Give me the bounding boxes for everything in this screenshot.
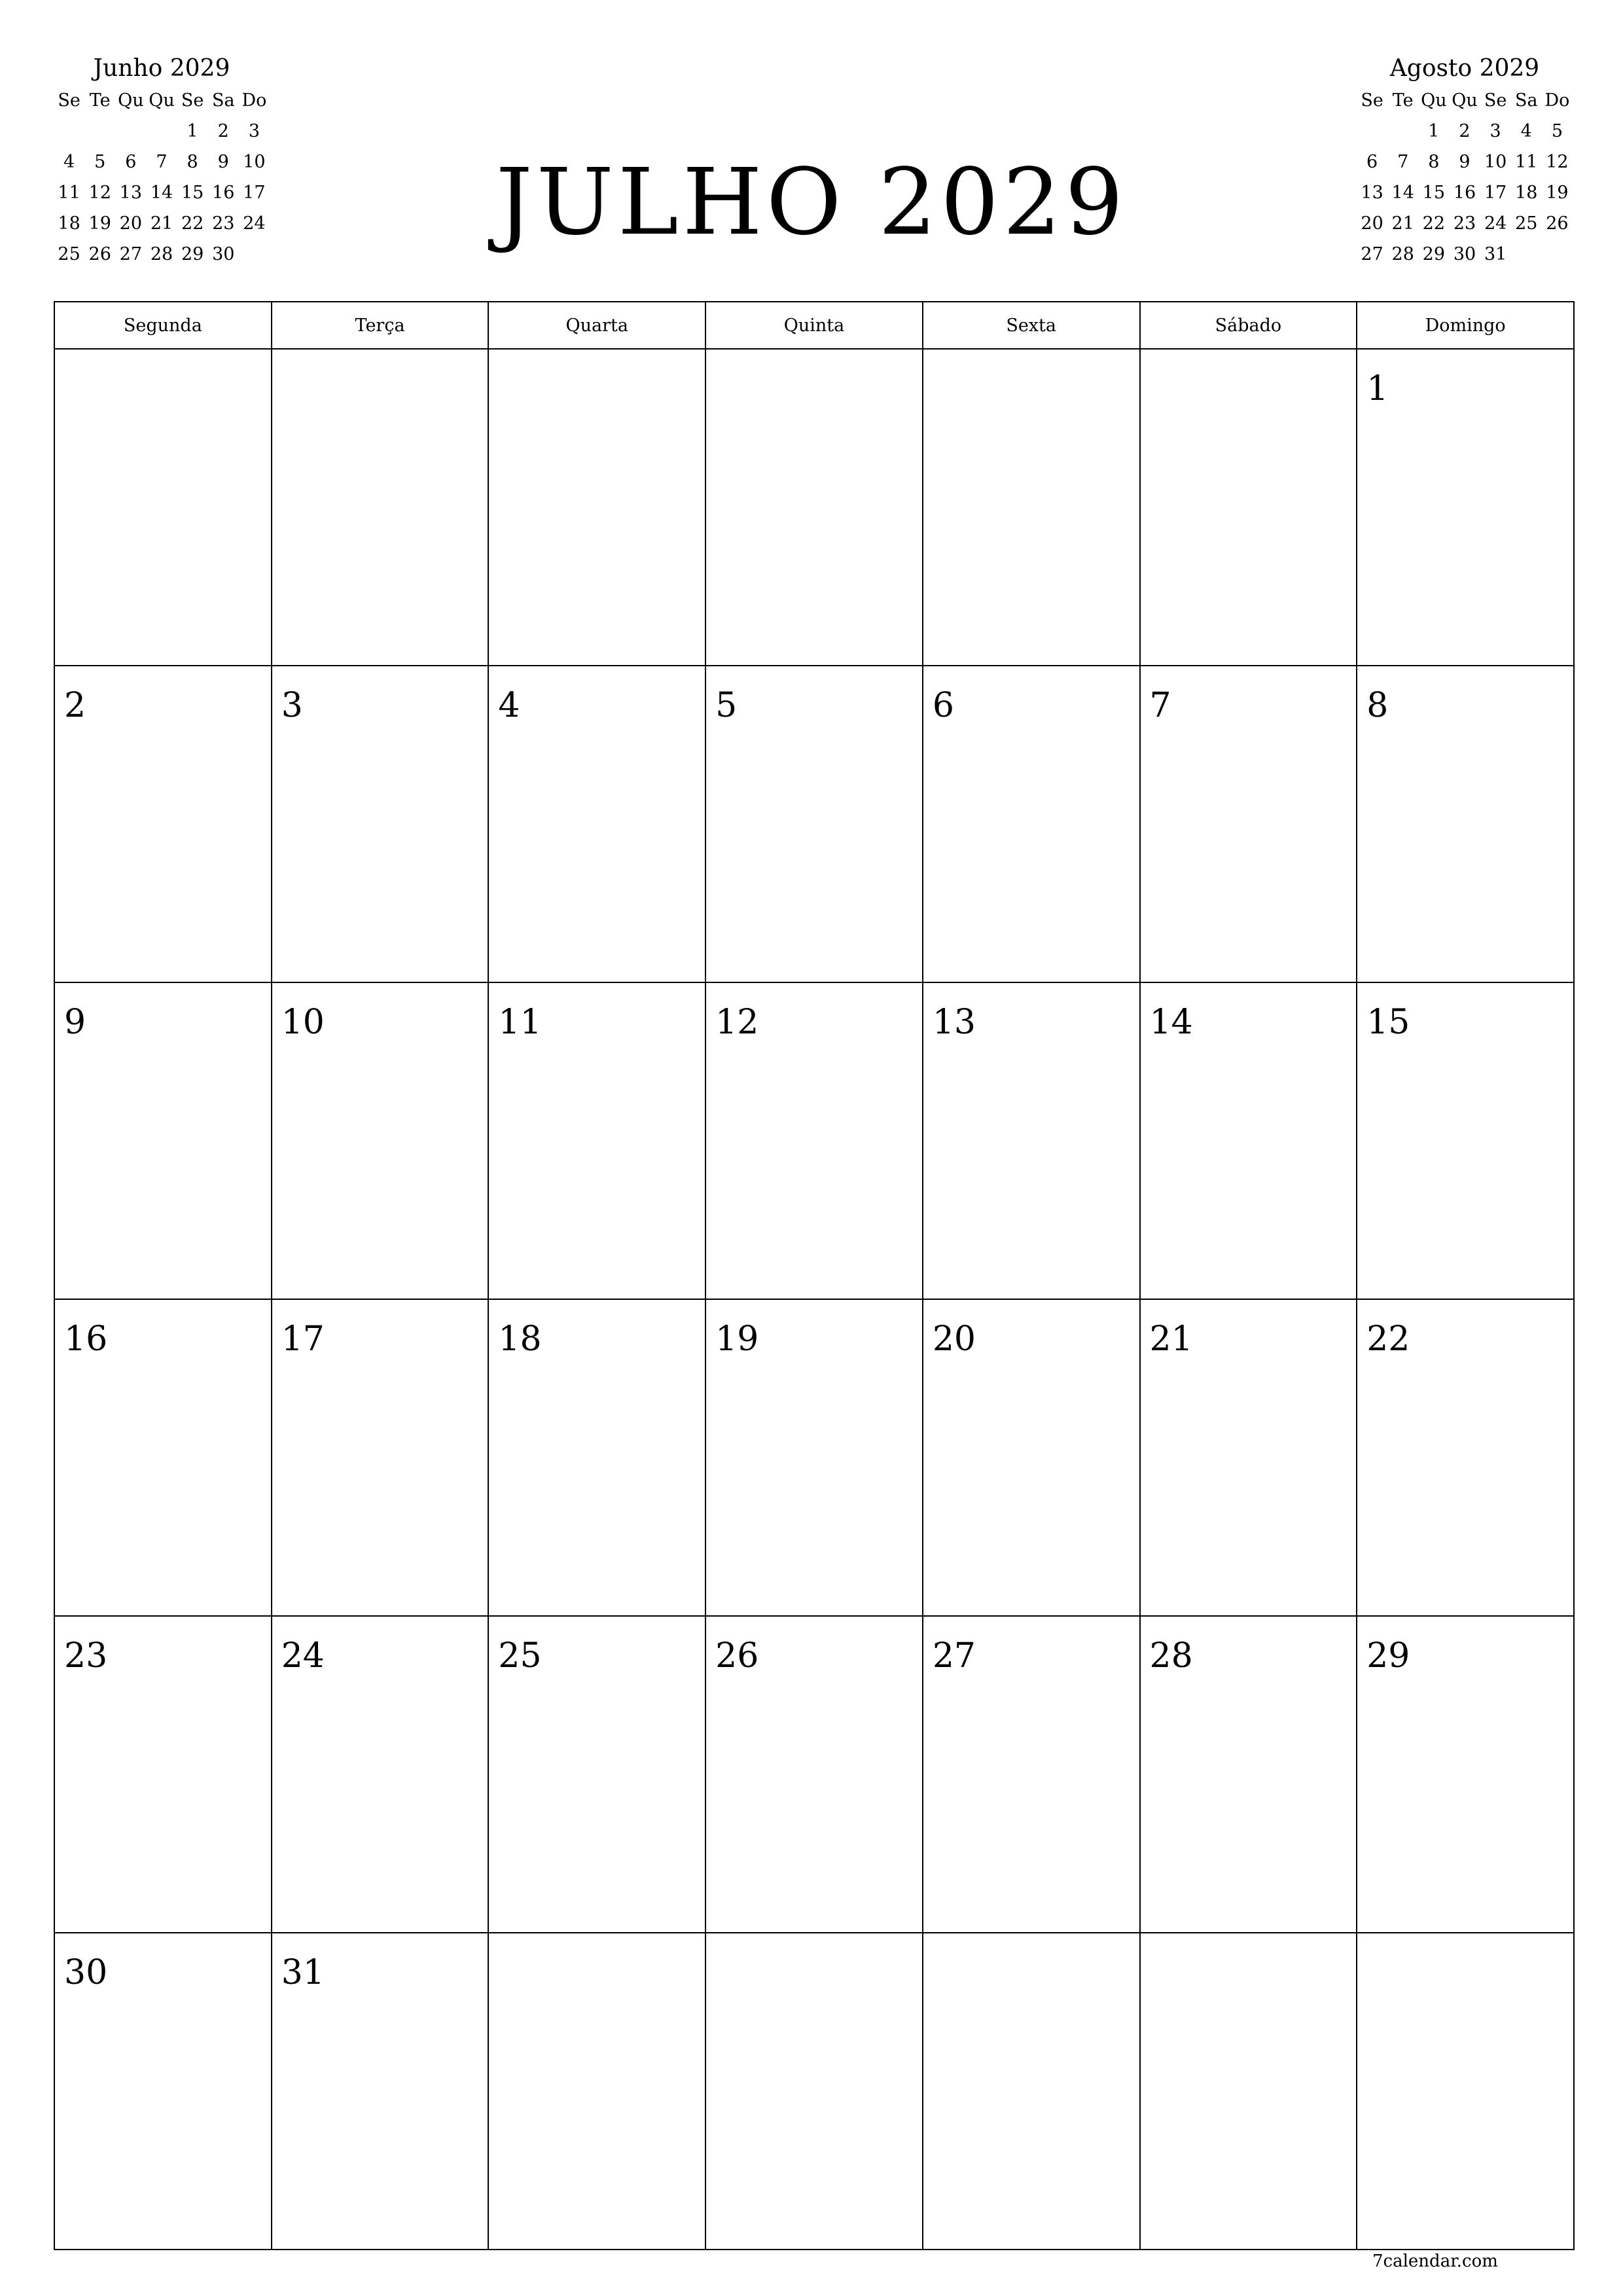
mini-day: 11 <box>1515 152 1538 172</box>
day-cell <box>923 982 1140 1299</box>
mini-weekday: Sa <box>1514 90 1538 111</box>
mini-weekday: Te <box>89 90 111 111</box>
mini-calendar-title: Agosto 2029 <box>1389 55 1540 82</box>
day-cell <box>705 1299 923 1616</box>
mini-calendar-title: Junho 2029 <box>93 55 230 82</box>
day-cell <box>488 666 705 982</box>
day-cell <box>705 349 923 666</box>
mini-day: 1 <box>187 121 198 141</box>
mini-weekday: Se <box>1484 90 1507 111</box>
day-cell <box>1140 1933 1357 2250</box>
day-number: 23 <box>64 1636 108 1676</box>
day-cell <box>923 1299 1140 1616</box>
mini-day: 13 <box>119 183 143 203</box>
day-number: 7 <box>1149 686 1171 725</box>
day-cell <box>923 349 1140 666</box>
day-cell <box>1140 1299 1357 1616</box>
weekday-header: Quarta <box>488 302 705 349</box>
day-number: 12 <box>715 1003 759 1042</box>
mini-day: 20 <box>119 213 143 234</box>
mini-weekday: Te <box>1392 90 1414 111</box>
day-cell <box>1357 349 1574 666</box>
day-number: 27 <box>932 1636 976 1676</box>
weekday-header: Sexta <box>923 302 1140 349</box>
mini-weekday: Sa <box>211 90 235 111</box>
day-number: 6 <box>932 686 954 725</box>
mini-weekday: Qu <box>1452 90 1478 111</box>
mini-day: 18 <box>1515 183 1538 203</box>
day-cell <box>54 1933 272 2250</box>
mini-weekday: Do <box>241 90 267 111</box>
page-title: JULHO 2029 <box>495 149 1128 256</box>
day-number: 11 <box>498 1003 542 1042</box>
day-cell <box>488 1616 705 1933</box>
mini-day: 7 <box>1397 152 1409 172</box>
day-cell <box>488 982 705 1299</box>
day-number: 3 <box>281 686 303 725</box>
mini-day <box>1542 239 1573 270</box>
day-cell <box>1357 1616 1574 1933</box>
mini-day: 5 <box>1551 121 1563 141</box>
mini-day: 28 <box>1391 244 1414 264</box>
mini-weekday: Qu <box>149 90 175 111</box>
mini-day: 20 <box>1361 213 1383 234</box>
mini-day: 6 <box>125 152 137 172</box>
day-cell <box>272 349 489 666</box>
mini-day <box>84 116 115 147</box>
mini-day: 12 <box>1546 152 1569 172</box>
mini-day: 25 <box>58 244 80 264</box>
mini-day: 22 <box>181 213 204 234</box>
week-row <box>54 1616 1574 1933</box>
day-cell <box>1357 982 1574 1299</box>
day-cell <box>923 666 1140 982</box>
day-cell <box>1357 666 1574 982</box>
day-cell <box>488 349 705 666</box>
mini-day: 3 <box>248 121 260 141</box>
day-cell <box>272 666 489 982</box>
mini-day: 19 <box>1546 183 1569 203</box>
weekday-header-row <box>54 302 1574 349</box>
mini-day: 9 <box>217 152 229 172</box>
mini-day <box>54 116 84 147</box>
mini-weekday: Se <box>58 90 80 111</box>
mini-day: 8 <box>1428 152 1440 172</box>
mini-day: 27 <box>1361 244 1383 264</box>
mini-day: 22 <box>1422 213 1446 234</box>
day-number: 13 <box>932 1003 976 1042</box>
day-number: 14 <box>1149 1003 1193 1042</box>
mini-day: 4 <box>63 152 75 172</box>
day-cell <box>272 982 489 1299</box>
day-number: 30 <box>64 1953 108 1992</box>
day-cell <box>705 666 923 982</box>
mini-day: 9 <box>1459 152 1471 172</box>
mini-day: 1 <box>1428 121 1440 141</box>
mini-day: 14 <box>1391 183 1414 203</box>
day-cell <box>1140 349 1357 666</box>
week-row <box>54 1933 1574 2250</box>
day-number: 21 <box>1149 1319 1193 1359</box>
mini-day: 8 <box>187 152 198 172</box>
day-number: 8 <box>1366 686 1389 725</box>
mini-day <box>1511 239 1542 270</box>
mini-day: 29 <box>181 244 204 264</box>
day-cell <box>923 1933 1140 2250</box>
mini-day: 21 <box>1391 213 1414 234</box>
mini-day: 15 <box>181 183 204 203</box>
mini-weekday: Qu <box>118 90 144 111</box>
mini-day: 10 <box>1484 152 1507 172</box>
mini-day: 15 <box>1422 183 1446 203</box>
day-cell <box>1140 982 1357 1299</box>
mini-day: 23 <box>1453 213 1476 234</box>
day-number: 20 <box>932 1319 976 1359</box>
week-row <box>54 1299 1574 1616</box>
mini-day: 16 <box>212 183 235 203</box>
day-number: 31 <box>281 1953 325 1992</box>
weekday-header: Terça <box>272 302 489 349</box>
mini-day: 27 <box>119 244 143 264</box>
day-cell <box>272 1616 489 1933</box>
day-number: 16 <box>64 1319 108 1359</box>
day-number: 24 <box>281 1636 325 1676</box>
day-number: 15 <box>1366 1003 1410 1042</box>
mini-day: 28 <box>150 244 173 264</box>
mini-day: 18 <box>58 213 80 234</box>
week-row <box>54 349 1574 666</box>
weekday-header: Segunda <box>54 302 272 349</box>
day-cell <box>54 666 272 982</box>
day-cell <box>1140 666 1357 982</box>
day-number: 22 <box>1366 1319 1410 1359</box>
mini-calendar-next-month <box>1357 52 1573 270</box>
day-number: 2 <box>64 686 86 725</box>
mini-day: 13 <box>1361 183 1383 203</box>
day-cell <box>1140 1616 1357 1933</box>
mini-day: 26 <box>88 244 111 264</box>
mini-day <box>146 116 177 147</box>
mini-day: 7 <box>156 152 168 172</box>
day-cell <box>1357 1299 1574 1616</box>
mini-day: 2 <box>217 121 229 141</box>
day-number: 19 <box>715 1319 759 1359</box>
day-cell <box>54 1299 272 1616</box>
day-number: 9 <box>64 1003 86 1042</box>
mini-day: 17 <box>243 183 266 203</box>
day-number: 17 <box>281 1319 325 1359</box>
day-number: 26 <box>715 1636 759 1676</box>
mini-weekday: Se <box>1361 90 1383 111</box>
mini-calendar-grid <box>1357 85 1573 270</box>
mini-day: 30 <box>212 244 235 264</box>
week-row <box>54 666 1574 982</box>
mini-day: 12 <box>88 183 111 203</box>
mini-day: 2 <box>1459 121 1471 141</box>
mini-weekday: Do <box>1544 90 1570 111</box>
mini-day: 19 <box>88 213 111 234</box>
mini-day: 10 <box>243 152 266 172</box>
day-cell <box>705 982 923 1299</box>
day-cell <box>705 1616 923 1933</box>
day-cell <box>54 349 272 666</box>
week-row <box>54 982 1574 1299</box>
mini-day: 17 <box>1484 183 1507 203</box>
mini-day: 24 <box>243 213 266 234</box>
day-number: 10 <box>281 1003 325 1042</box>
day-number: 5 <box>715 686 738 725</box>
mini-day: 29 <box>1422 244 1446 264</box>
mini-day: 3 <box>1489 121 1501 141</box>
day-cell <box>272 1933 489 2250</box>
mini-day: 24 <box>1484 213 1507 234</box>
mini-day: 4 <box>1520 121 1532 141</box>
mini-day: 16 <box>1453 183 1476 203</box>
weekday-header: Domingo <box>1357 302 1574 349</box>
weekday-header: Sábado <box>1140 302 1357 349</box>
footer-source-text: 7calendar.com <box>1372 2251 1498 2271</box>
day-cell <box>54 1616 272 1933</box>
mini-day: 11 <box>58 183 80 203</box>
day-number: 1 <box>1366 369 1389 408</box>
day-cell <box>272 1299 489 1616</box>
day-number: 28 <box>1149 1636 1193 1676</box>
mini-day: 5 <box>94 152 106 172</box>
mini-day <box>115 116 146 147</box>
day-number: 4 <box>498 686 520 725</box>
mini-day: 26 <box>1546 213 1569 234</box>
mini-day: 23 <box>212 213 235 234</box>
day-cell <box>1357 1933 1574 2250</box>
mini-day: 21 <box>150 213 173 234</box>
mini-day <box>1357 116 1387 147</box>
day-cell <box>54 982 272 1299</box>
day-number: 29 <box>1366 1636 1410 1676</box>
month-grid <box>54 301 1575 2250</box>
day-cell <box>488 1933 705 2250</box>
mini-day <box>1387 116 1418 147</box>
day-cell <box>488 1299 705 1616</box>
day-cell <box>923 1616 1140 1933</box>
mini-day: 31 <box>1484 244 1507 264</box>
mini-day: 6 <box>1366 152 1378 172</box>
day-number: 18 <box>498 1319 542 1359</box>
weekday-header: Quinta <box>705 302 923 349</box>
mini-weekday: Se <box>181 90 204 111</box>
day-cell <box>705 1933 923 2250</box>
mini-day: 30 <box>1453 244 1476 264</box>
mini-day: 25 <box>1515 213 1538 234</box>
day-number: 25 <box>498 1636 542 1676</box>
mini-weekday: Qu <box>1421 90 1447 111</box>
mini-day: 14 <box>150 183 173 203</box>
